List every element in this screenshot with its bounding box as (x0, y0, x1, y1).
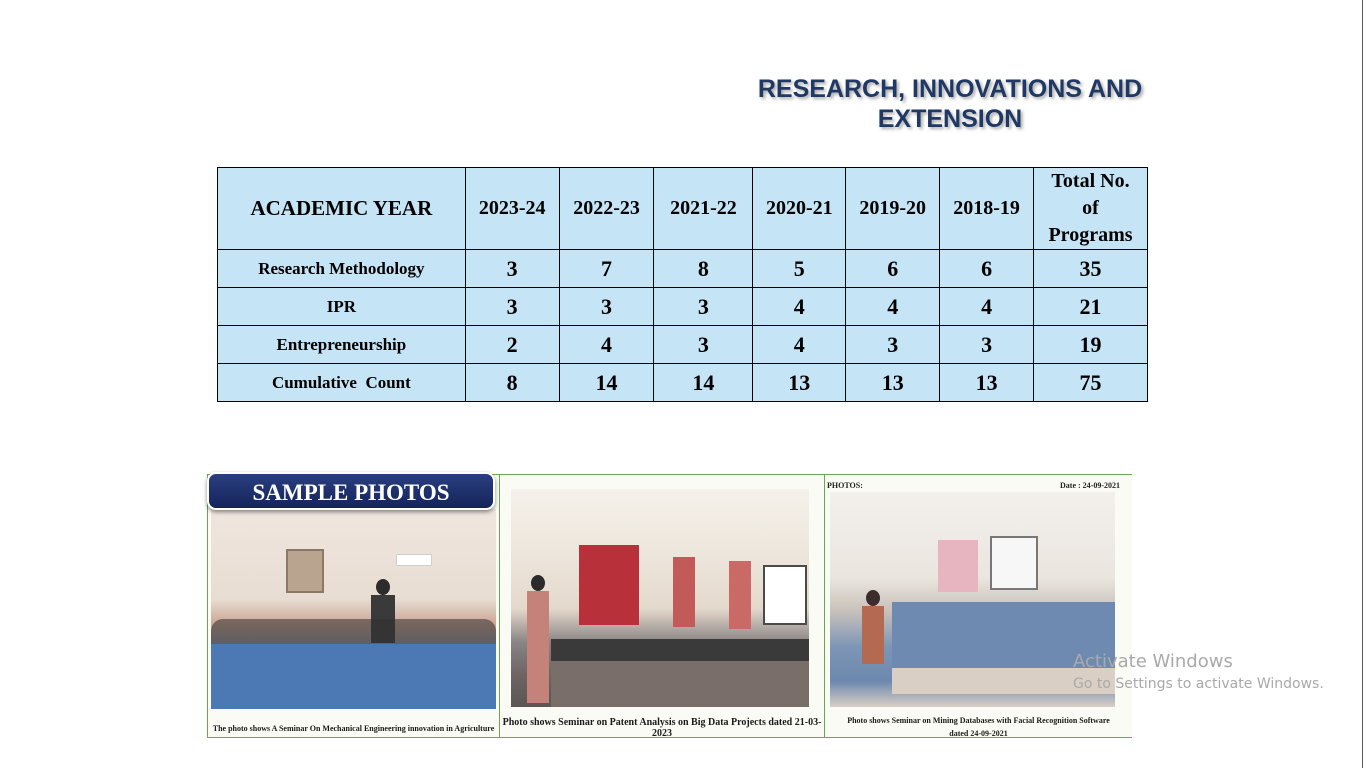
cell-value: 13 (753, 364, 846, 402)
activate-windows-watermark (1073, 650, 1324, 694)
watermark-title: Activate Windows (1073, 651, 1233, 672)
slide-title (740, 74, 1160, 134)
cell-total: 35 (1034, 250, 1148, 288)
header-total-line: Total No. (1051, 170, 1130, 192)
header-year: 2022-23 (559, 168, 654, 250)
seminar-photo-3-caption: Photo shows Seminar on Mining Databases with Facial Recognition Software dated 24-09-2021 (847, 716, 1110, 737)
slide-title-line2: EXTENSION (877, 105, 1023, 133)
header-total (1034, 168, 1148, 250)
cell-value: 4 (940, 288, 1034, 326)
cell-value: 14 (654, 364, 753, 402)
cell-value: 3 (559, 288, 654, 326)
sample-photos-strip (207, 474, 1132, 738)
seminar-photo-1-image (211, 509, 496, 709)
cell-total: 75 (1034, 364, 1148, 402)
row-label: Entrepreneurship (218, 326, 466, 364)
programs-table (217, 167, 1148, 402)
slide-border (1362, 0, 1363, 768)
header-year: 2018-19 (940, 168, 1034, 250)
cell-value: 3 (940, 326, 1034, 364)
header-year: 2021-22 (654, 168, 753, 250)
header-academic-year: ACADEMIC YEAR (218, 168, 466, 250)
header-total-line: of (1082, 197, 1099, 219)
cell-value: 6 (846, 250, 940, 288)
table-row (218, 364, 1148, 402)
cell-total: 19 (1034, 326, 1148, 364)
cell-value: 4 (846, 288, 940, 326)
cell-value: 3 (846, 326, 940, 364)
header-year: 2023-24 (465, 168, 559, 250)
cell-total: 21 (1034, 288, 1148, 326)
cell-value: 4 (753, 288, 846, 326)
header-total-line: Programs (1048, 224, 1133, 246)
cell-value: 4 (753, 326, 846, 364)
cell-value: 3 (465, 250, 559, 288)
photo-header-date: Date : 24-09-2021 (1060, 481, 1120, 490)
row-label: Cumulative Count (218, 364, 466, 402)
cell-value: 8 (465, 364, 559, 402)
cell-value: 3 (654, 288, 753, 326)
seminar-photo-1-caption: The photo shows A Seminar On Mechanical Engineering innovation in Agriculture (212, 724, 495, 733)
cell-value: 4 (559, 326, 654, 364)
sample-photos-badge: SAMPLE PHOTOS (207, 472, 495, 510)
row-label: Research Methodology (218, 250, 466, 288)
cell-value: 6 (940, 250, 1034, 288)
table-row (218, 250, 1148, 288)
cell-value: 3 (654, 326, 753, 364)
table-header-row (218, 168, 1148, 250)
cell-value: 13 (940, 364, 1034, 402)
seminar-photo-2-caption: Photo shows Seminar on Patent Analysis on Big Data Projects dated 21-03-2023 (502, 717, 822, 737)
header-year: 2019-20 (846, 168, 940, 250)
row-label: IPR (218, 288, 466, 326)
table-row (218, 288, 1148, 326)
cell-value: 7 (559, 250, 654, 288)
cell-value: 14 (559, 364, 654, 402)
cell-value: 2 (465, 326, 559, 364)
seminar-photo-1 (208, 475, 500, 737)
photo-header-label: PHOTOS: (827, 481, 863, 490)
watermark-subtitle: Go to Settings to activate Windows. (1073, 676, 1324, 692)
seminar-photo-2-image (511, 489, 809, 707)
seminar-photo-3 (825, 475, 1132, 737)
header-year: 2020-21 (753, 168, 846, 250)
cell-value: 8 (654, 250, 753, 288)
cell-value: 5 (753, 250, 846, 288)
table-row (218, 326, 1148, 364)
cell-value: 13 (846, 364, 940, 402)
cell-value: 3 (465, 288, 559, 326)
seminar-photo-2 (500, 475, 825, 737)
slide-title-line1: RESEARCH, INNOVATIONS AND (757, 75, 1143, 103)
